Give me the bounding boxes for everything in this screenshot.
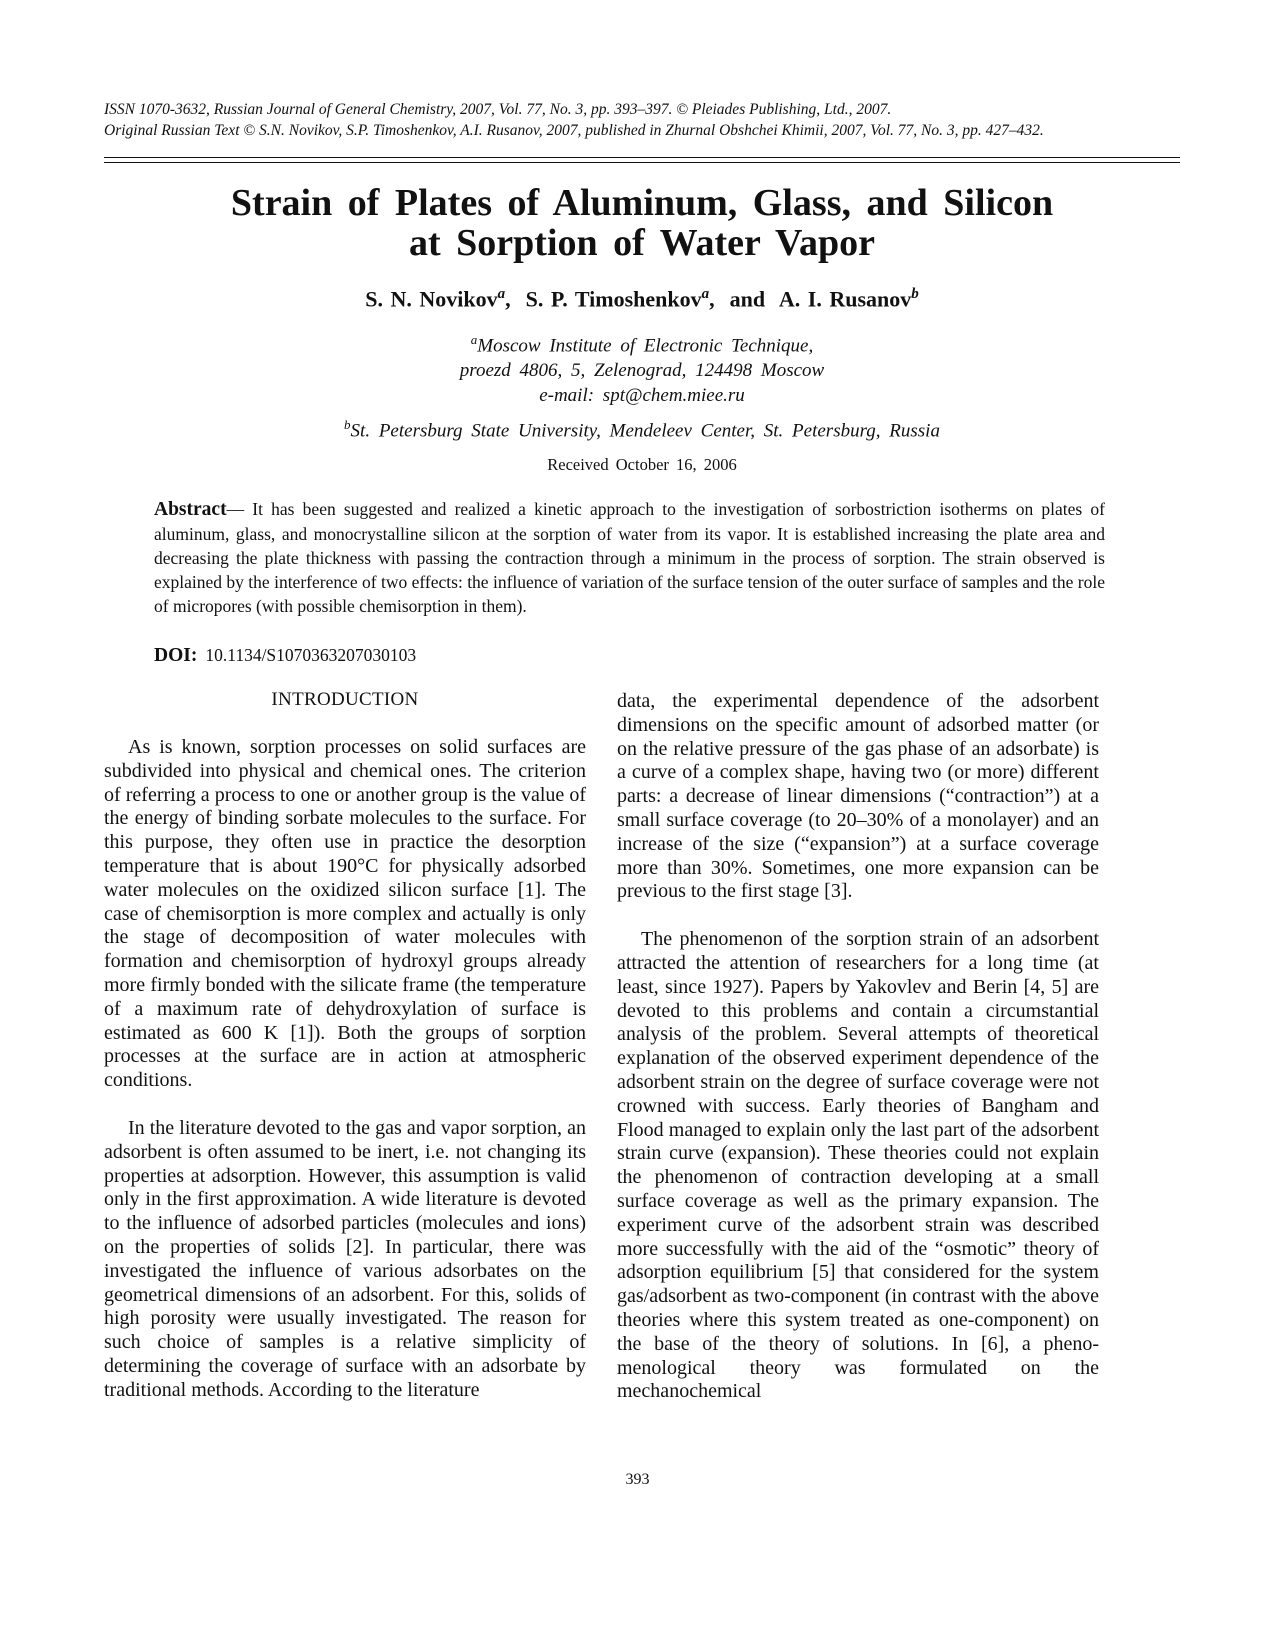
body-paragraph: As is known, sorption processes on solid surfaces are subdivided into physical and chemical ones. The criterion of referring a process to one or another group is the value of the energy of binding sorbate molecules to the surface. For this purpose, they often use in practice the desorption temperature that is about 190°C for physically adsorbed water molecules on the oxidized silicon surface [1]. The case of chemisorption is more complex and actually is only the stage of decomposition of water molecules with formation and chemisorption of hydroxyl groups already more firmly bonded with the silicate frame (the temperature of a maximum rate of dehydroxylation of surface is estimated as 600 K [1]). Both the groups of sorption processes at the surface are in action at atmospheric conditions. — [104, 736, 586, 1092]
body-column-right — [617, 690, 1099, 1404]
body-paragraph: The phenomenon of the sorption strain of an adsorbent attracted the attention of researchers for a long time (at least, since 1927). Papers by Yakovlev and Berin [4, 5] are devoted to this problems and contain a circumstantial analysis of the problem. Several attempts of theoretical explanation of the observed experiment dependence of the adsorbent strain on the degree of surface coverage were not crowned with success. Early theories of Bangham and Flood managed to explain only the last part of the adsorbent strain curve (expansion). These theories could not explain the phenomenon of contraction developing at a small surface coverage as well as the primary expansion. The experiment curve of the adsorbent strain was described more successfully with the aid of the “osmotic” theory of adsorption equilibrium [5] that considered for the system gas/adsorbent as two-component (in contrast with the above theories where this system treated as one-component) on the base of the theory of solutions. In [6], a pheno-menological theory was formulated on the mechanochemical — [617, 928, 1099, 1403]
article-title-line-2: at Sorption of Water Vapor — [409, 222, 875, 264]
affiliation-b-line-1 — [104, 412, 1180, 443]
affiliation-mark: b — [344, 417, 351, 433]
author-name: A. I. Rusanov — [778, 286, 912, 312]
affiliation-email: e-mail: spt@chem.miee.ru — [539, 385, 745, 407]
doi-label: DOI: — [154, 645, 198, 666]
affiliation-mark: a — [470, 332, 478, 347]
abstract-label: Abstract — [154, 499, 227, 520]
affiliation-a-line-1 — [104, 327, 1180, 358]
journal-citation-line: ISSN 1070-3632, Russian Journal of General Chemistry, 2007, Vol. 77, No. 3, pp. 393–397. © Pleiades Publishing, Ltd., 2007. — [104, 101, 892, 118]
affiliations — [104, 327, 1180, 444]
author-name: S. P. Timoshenkov — [525, 286, 702, 312]
original-text-line: Original Russian Text © S.N. Novikov, S.P. Timoshenkov, A.I. Rusanov, 2007, published in Zhurnal Obshchei Khimii, 2007, Vol. 77, No. 3, pp. 427–432. — [104, 122, 1044, 139]
received-date: Received October 16, 2006 — [547, 455, 737, 474]
article-title-line-1: Strain of Plates of Aluminum, Glass, and Silicon — [230, 182, 1054, 224]
body-column-left — [104, 688, 586, 1403]
author-list: S. N. Novikov$^a$, S. P. Timoshenkov$^a$, and A. I. Rusanov$^b$ — [365, 286, 919, 312]
author-conjunction: and — [729, 286, 766, 312]
page-number: 393 — [625, 1471, 650, 1488]
article-title — [104, 183, 1180, 263]
header-double-rule — [104, 157, 1180, 163]
body-paragraph: In the literature devoted to the gas and vapor sorption, an adsorbent is often assumed to be inert, i.e. not changing its properties at adsorption. However, this assumption is valid only in the first approximation. A wide literature is devoted to the influence of adsorbed particles (molecules and ions) on the properties of solids [2]. In particular, there was investigated the influence of various adsorbates on the geometrical dimensions of an adsorbent. For this, solids of high porosity were usually investigated. The reason for such choice of samples is a relative simplicity of determining the coverage of surface with an adsorbate by traditional methods. According to the literature — [104, 1116, 586, 1401]
author-affiliation-mark: b — [911, 286, 919, 302]
abstract — [154, 497, 1105, 618]
abstract-text: — It has been suggested and realized a kinetic approach to the investigation of sorbostriction isotherms on plates of aluminum, glass, and monocrystalline silicon at the sorption of water from its vapor. It is established increasing the plate area and decreasing the plate thickness with passing the contraction through a minimum in the process of sorption. The strain observed is explained by the interference of two effects: the influence of variation of the surface tension of the outer surface of samples and the role of micropores (with possible chemisorption in them). — [154, 499, 1105, 616]
affiliation-text: Moscow Institute of Electronic Technique, — [477, 335, 814, 357]
body-paragraph: data, the experimental dependence of the adsorbent dimensions on the specific amount of adsorbed matter (or on the relative pressure of the gas phase of an adsorbate) is a curve of a complex shape, having two (or more) different parts: a decrease of linear dimensions (“contraction”) at a small surface coverage (to 20–30% of a monolayer) and an increase of the size (“expansion”) at a surface coverage more than 30%. Sometimes, one more expansion can be previous to the first stage [3]. — [617, 690, 1099, 903]
affiliation-a-line-2: proezd 4806, 5, Zelenograd, 124498 Moscow — [459, 360, 825, 382]
author-affiliation-mark: a — [701, 286, 710, 302]
doi — [154, 643, 416, 668]
section-title: INTRODUCTION — [271, 689, 419, 710]
journal-header — [104, 99, 1184, 141]
author-affiliation-mark: a — [497, 286, 506, 302]
author-name: S. N. Novikov — [365, 286, 498, 312]
affiliation-text: St. Petersburg State University, Mendeleev Center, St. Petersburg, Russia — [350, 420, 940, 442]
doi-value: 10.1134/S1070363207030103 — [205, 645, 417, 665]
